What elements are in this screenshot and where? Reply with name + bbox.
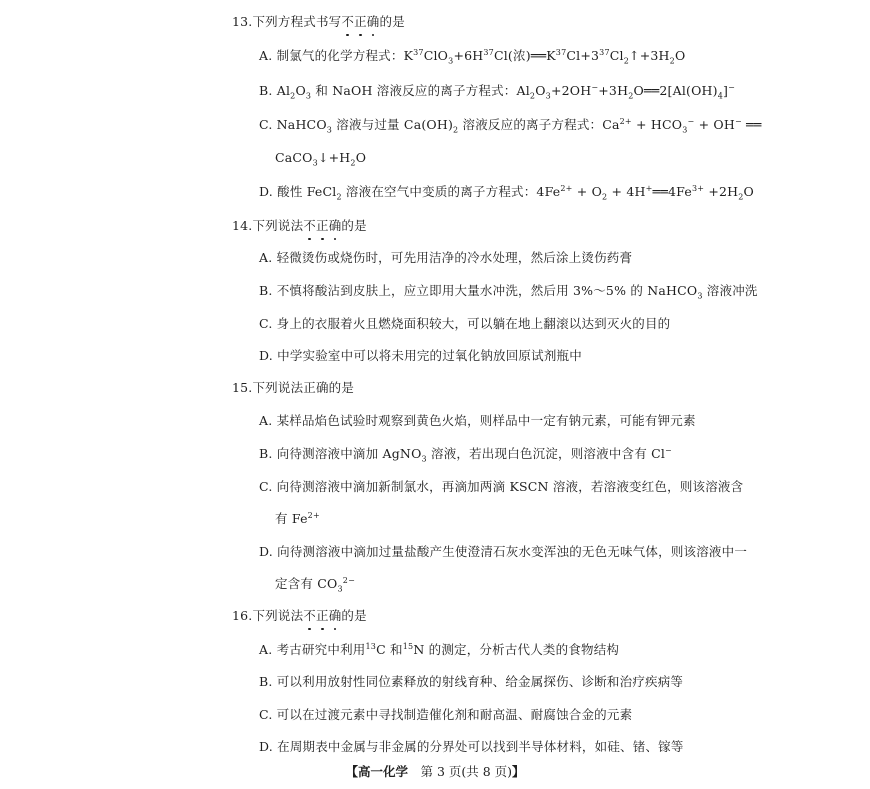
question-16-option-a: A. 考古研究中利用$^{13}$C 和$^{15}$N 的测定，分析古代人类的食物结构 bbox=[259, 641, 620, 657]
question-16-option-d: D. 在周期表中金属与非金属的分界处可以找到半导体材料，如硅、锗、镓等 bbox=[259, 739, 684, 754]
question-15-option-d: D. 向待测溶液中滴加过量盐酸产生使澄清石灰水变浑浊的无色无味气体，则该溶液中一 bbox=[259, 544, 748, 559]
question-14-option-d: D. 中学实验室中可以将未用完的过氧化钠放回原试剂瓶中 bbox=[259, 348, 582, 363]
question-14-stem: 14.下列说法不正确的是 bbox=[232, 218, 367, 233]
question-14-option-b: B. 不慎将酸沾到皮肤上，应立即用大量水冲洗，然后用 3%～5% 的 NaHCO$_3$ 溶液冲洗 bbox=[259, 283, 758, 301]
question-15-stem: 15.下列说法正确的是 bbox=[232, 380, 355, 395]
question-13-option-d: D. 酸性 FeCl$_2$ 溶液在空气中变质的离子方程式：$4Fe^{2+} + O_2$ + $4H^+══4Fe^{3+} +2H_2O$ bbox=[259, 183, 754, 202]
question-16-option-c: C. 可以在过渡元素中寻找制造催化剂和耐高温、耐腐蚀合金的元素 bbox=[259, 707, 633, 722]
question-15-option-c-continued: 有 $Fe^{2+}$ bbox=[275, 510, 320, 526]
question-15-option-c: C. 向待测溶液中滴加新制氯水，再滴加两滴 KSCN 溶液，若溶液变红色，则该溶液含 bbox=[259, 479, 744, 494]
question-13-option-c-continued: $CaCO_3↓+H_2O$ bbox=[275, 150, 367, 168]
question-13-option-c: C. NaHCO$_3$ 溶液与过量 $Ca(OH)_2$ 溶液反应的离子方程式：$Ca^{2+} + HCO_3^- + OH^-$ ══ bbox=[259, 116, 762, 135]
question-13-option-b: B. $Al_2O_3$ 和 NaOH 溶液反应的离子方程式：$Al_2O_3+2OH^-+3H_2O══2[Al(OH)_4]^-$ bbox=[259, 82, 736, 101]
question-13-stem: 13.下列方程式书写不正确的是 bbox=[232, 14, 405, 29]
question-16-option-b: B. 可以利用放射性同位素释放的射线育种、给金属探伤、诊断和治疗疾病等 bbox=[259, 674, 684, 689]
question-13-option-a: A. 制氯气的化学方程式：$K^{37}ClO_3+6H^{37}Cl$(浓)$══K^{37}Cl+3^{37}Cl_2↑+3H_2O$ bbox=[259, 47, 686, 66]
question-15-option-a: A. 某样品焰色试验时观察到黄色火焰，则样品中一定有钠元素，可能有钾元素 bbox=[259, 413, 696, 428]
footer-bracket: 】 bbox=[512, 764, 525, 779]
question-14-option-a: A. 轻微烫伤或烧伤时，可先用洁净的冷水处理，然后涂上烫伤药膏 bbox=[259, 250, 633, 265]
question-15-option-d-continued: 定含有 $CO_3^{2-}$ bbox=[275, 575, 355, 594]
footer-page-number: 第 3 页(共 8 页) bbox=[420, 764, 513, 779]
question-14-option-c: C. 身上的衣服着火且燃烧面积较大，可以躺在地上翻滚以达到灭火的目的 bbox=[259, 316, 671, 331]
question-16-stem: 16.下列说法不正确的是 bbox=[232, 608, 367, 623]
footer-subject: 【高一化学 bbox=[345, 764, 408, 779]
page-footer bbox=[0, 762, 870, 780]
question-15-option-b: B. 向待测溶液中滴加 AgNO$_3$ 溶液，若出现白色沉淀，则溶液中含有 Cl− bbox=[259, 445, 672, 464]
